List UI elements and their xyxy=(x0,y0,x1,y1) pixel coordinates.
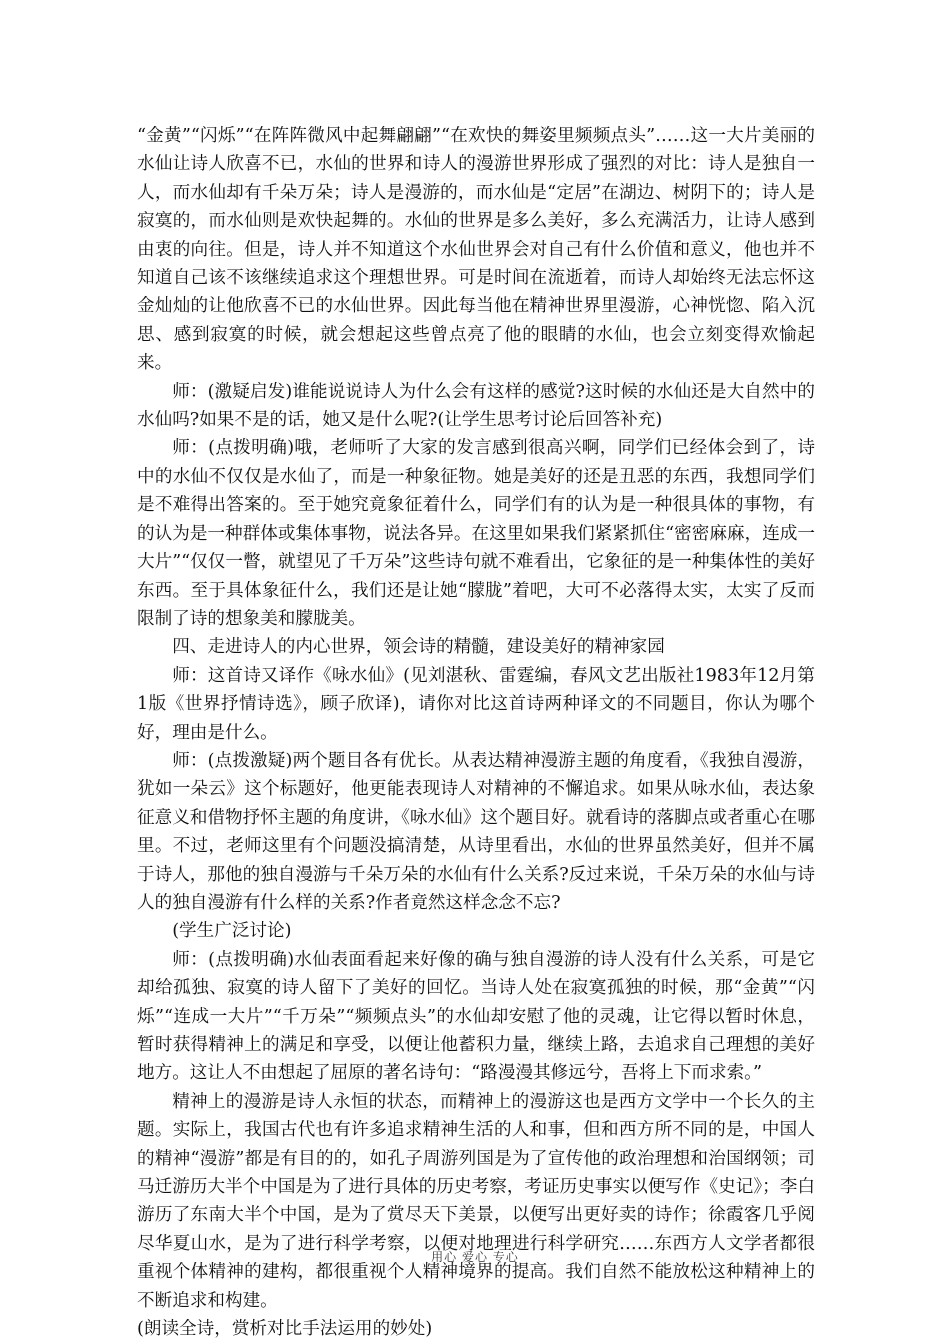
paragraph-teacher-symbol: 师：(点拨明确)哦，老师听了大家的发言感到很高兴啊，同学们已经体会到了，诗中的水仙不仅仅是水仙了，而是一种象征物。她是美好的还是丑恶的东西，我想同学们是不难得出答案的。至于她究竟象征着什么，同学们有的认为是一种很具体的事物，有的认为是一种群体或集体事物，说法各异。在这里如果我们紧紧抓住“密密麻麻，连成一大片”“仅仅一瞥，就望见了千万朵”这些诗句就不难看出，它象征的是一种集体性的美好东西。至于具体象征什么，我们还是让她“朦胧”着吧，大可不必落得太实，太实了反而限制了诗的想象美和朦胧美。 xyxy=(137,438,815,629)
section-heading-four: 四、走进诗人的内心世界，领会诗的精髓，建设美好的精神家园 xyxy=(172,637,665,658)
paragraph-teacher-explanation: 师：(点拨明确)水仙表面看起来好像的确与独自漫游的诗人没有什么关系，可是它却给孤独、寂寞的诗人留下了美好的回忆。当诗人处在寂寞孤独的时候，那“金黄”“闪烁”“连成一大片”“千万朵”“频频点头”的水仙却安慰了他的灵魂，让它得以暂时休息，暂时获得精神上的满足和享受，以便让他蓄积力量，继续上路，去追求自己理想的美好地方。这让人不由想起了屈原的著名诗句：“路漫漫其修远兮，吾将上下而求索。” xyxy=(137,949,815,1084)
paragraph-teacher-question: 师：(激疑启发)谁能说说诗人为什么会有这样的感觉?这时候的水仙还是大自然中的水仙吗?如果不是的话，她又是什么呢?(让学生思考讨论后回答补充) xyxy=(137,381,815,431)
paragraph-translation-title: 师：这首诗又译作《咏水仙》(见刘湛秋、雷霆编，春风文艺出版社1983年12月第1版《世界抒情诗选》，顾子欣译)，请你对比这首诗两种译文的不同题目，你认为哪个好，理由是什么。 xyxy=(137,665,815,743)
paragraph-title-comparison: 师：(点拨激疑)两个题目各有优长。从表达精神漫游主题的角度看，《我独自漫游，犹如一朵云》这个标题好，他更能表现诗人对精神的不懈追求。如果从咏水仙，表达象征意义和借物抒怀主题的角度讲，《咏水仙》这个题目好。就看诗的落脚点或者重心在哪里。不过，老师这里有个问题没搞清楚，从诗里看出，水仙的世界虽然美好，但并不属于诗人，那他的独自漫游与千朵万朵的水仙有什么关系?反过来说，千朵万朵的水仙与诗人的独自漫游有什么样的关系?作者竟然这样念念不忘? xyxy=(137,750,815,913)
page-footer: 用心 爱心 专心 xyxy=(431,1250,519,1264)
paragraph-daffodil-contrast: “金黄”“闪烁”“在阵阵微风中起舞翩翩”“在欢快的舞姿里频频点头”……这一大片美丽的水仙让诗人欣喜不已，水仙的世界和诗人的漫游世界形成了强烈的对比：诗人是独自一人，而水仙却有千朵万朵；诗人是漫游的，而水仙是“定居”在湖边、树阴下的；诗人是寂寞的，而水仙则是欢快起舞的。水仙的世界是多么美好，多么充满活力，让诗人感到由衷的向往。但是，诗人并不知道这个水仙世界会对自己有什么价值和意义，他也并不知道自己该不该继续追求这个理想世界。可是时间在流逝着，而诗人却始终无法忘怀这金灿灿的让他欣喜不已的水仙世界。因此每当他在精神世界里漫游，心神恍惚、陷入沉思、感到寂寞的时候，就会想起这些曾点亮了他的眼睛的水仙，也会立刻变得欢愉起来。 xyxy=(137,126,815,374)
document-body xyxy=(137,122,815,1343)
paragraph-reading-instruction: (朗读全诗，赏析对比手法运用的妙处) xyxy=(137,1319,433,1340)
paragraph-spiritual-roaming: 精神上的漫游是诗人永恒的状态，而精神上的漫游这也是西方文学中一个长久的主题。实际上，我国古代也有许多追求精神生活的人和事，但和西方所不同的是，中国人的精神“漫游”都是有目的的，如孔子周游列国是为了宣传他的政治理想和治国纲领；司马迁游历大半个中国是为了进行具体的历史考察，考证历史事实以便写作《史记》；李白游历了东南大半个中国，是为了赏尽天下美景，以便写出更好卖的诗作；徐霞客几乎阅尽华夏山水，是为了进行科学考察，以便对地理进行科学研究……东西方人文学者都很重视个体精神的建构，都很重视个人精神境界的提高。我们自然不能放松这种精神上的不断追求和构建。 xyxy=(137,1091,815,1311)
paragraph-student-discussion: (学生广泛讨论) xyxy=(172,921,292,942)
